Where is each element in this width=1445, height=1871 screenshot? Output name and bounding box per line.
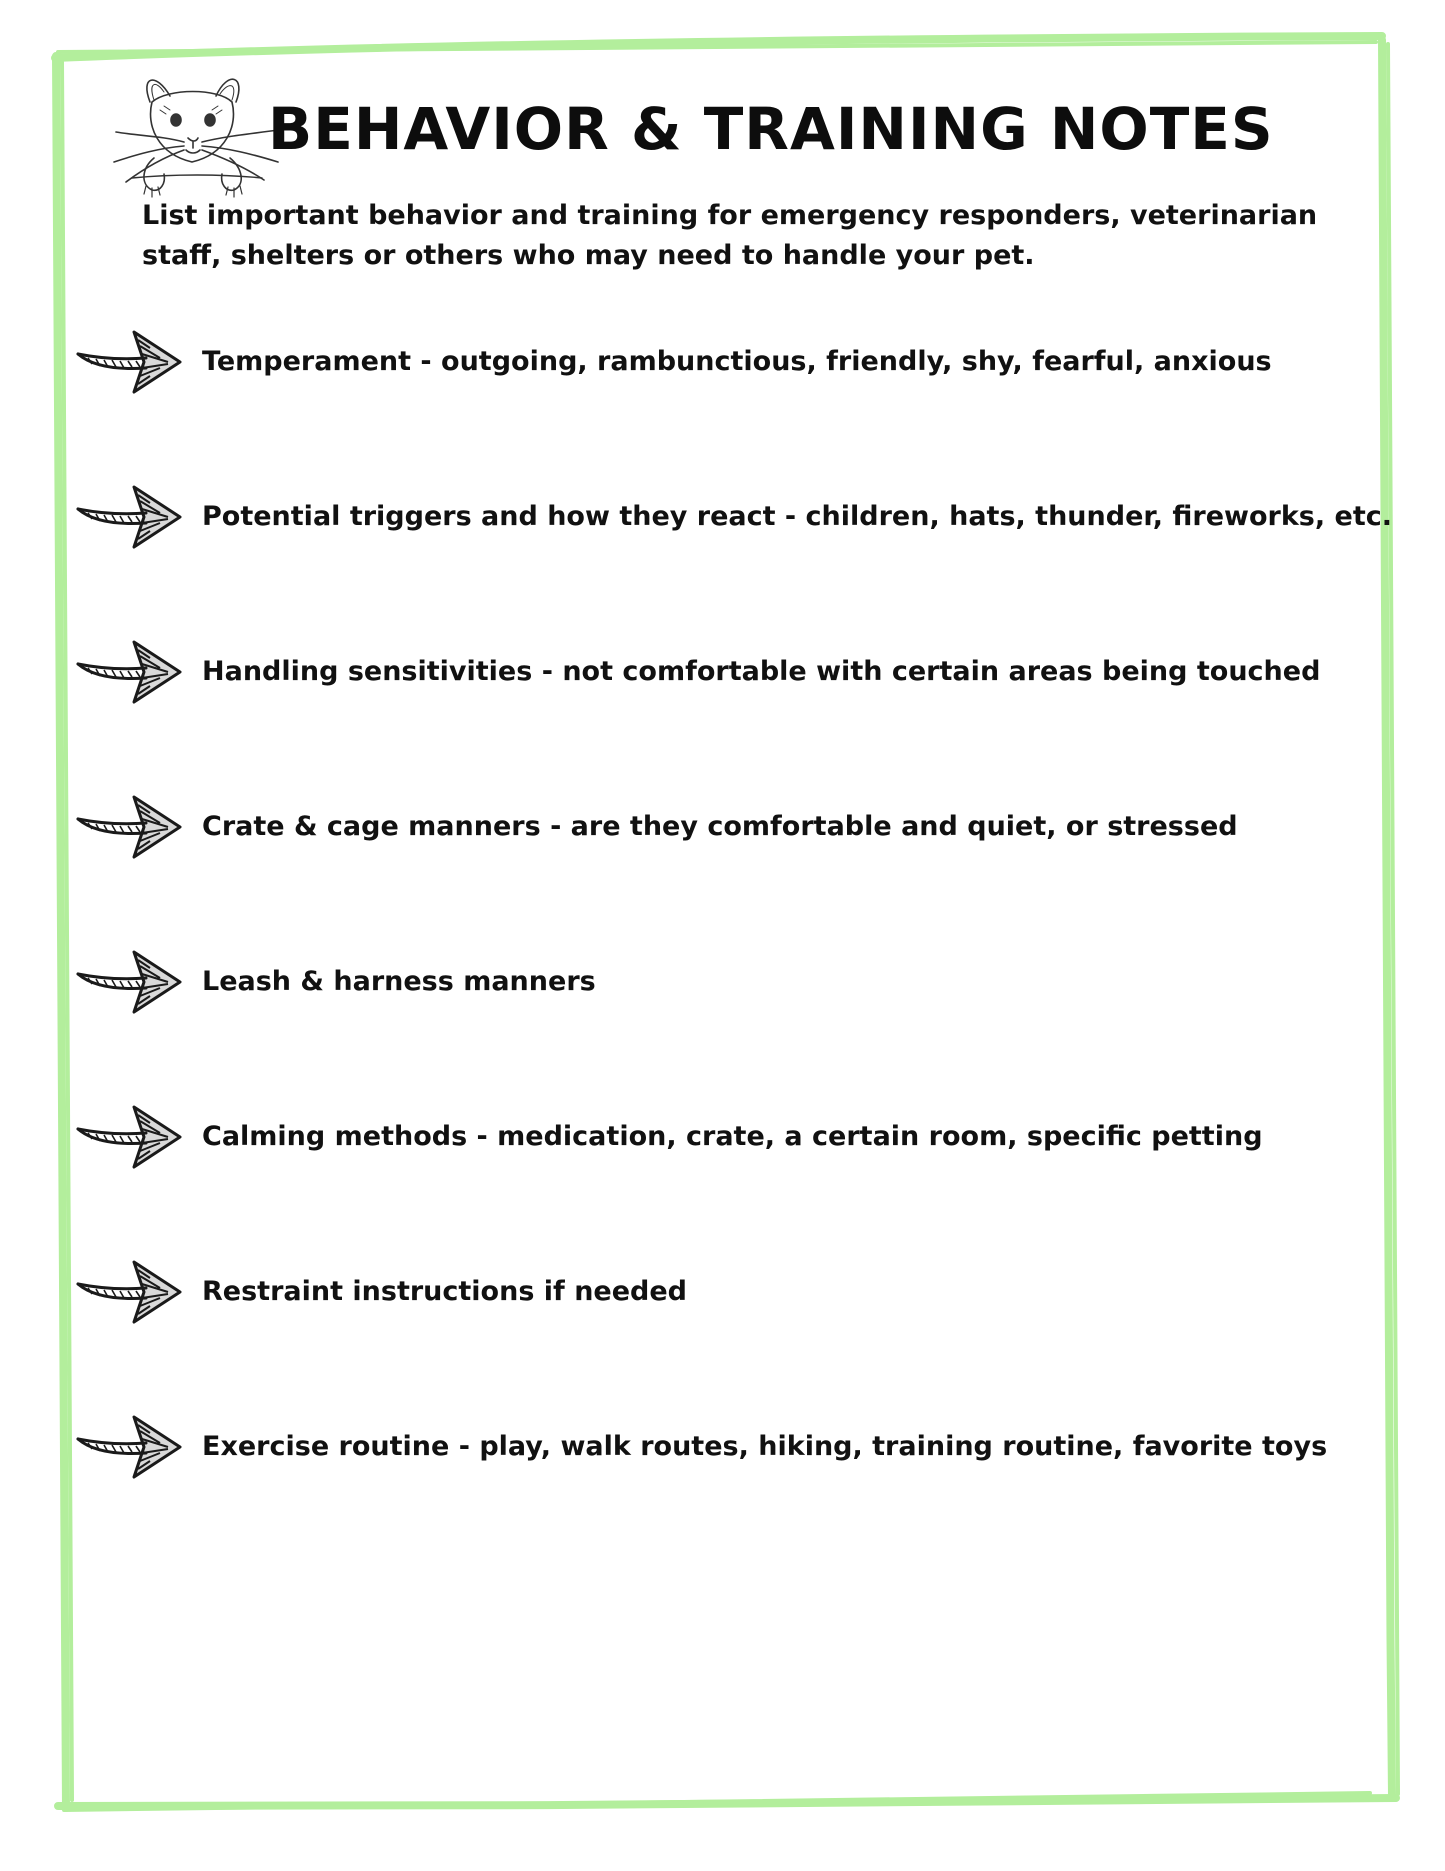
arrow-icon	[76, 483, 186, 551]
intro-text: List important behavior and training for emergency responders, veterinarian staff, shelters or others who may need to handle your pet.	[142, 200, 1318, 271]
prompt-label-triggers: Potential triggers and how they react - children, hats, thunder, fireworks, etc.	[202, 501, 1393, 532]
list-item	[76, 789, 1376, 865]
arrow-icon	[76, 638, 186, 706]
prompt-label-restraint: Restraint instructions if needed	[202, 1276, 688, 1307]
prompt-label-temperament: Temperament - outgoing, rambunctious, friendly, shy, fearful, anxious	[202, 346, 1272, 377]
prompt-label-handling: Handling sensitivities - not comfortable with certain areas being touched	[202, 656, 1321, 687]
page-title: BEHAVIOR & TRAINING NOTES	[268, 95, 1274, 163]
list-item	[76, 324, 1376, 400]
list-item	[76, 634, 1376, 710]
list-item	[76, 944, 1376, 1020]
prompt-label-crate: Crate & cage manners - are they comfortable and quiet, or stressed	[202, 811, 1238, 842]
list-item	[76, 1099, 1376, 1175]
list-item	[76, 479, 1393, 555]
prompt-label-calming: Calming methods - medication, crate, a certain room, specific petting	[202, 1121, 1263, 1152]
arrow-icon	[76, 1413, 186, 1481]
prompt-label-exercise: Exercise routine - play, walk routes, hiking, training routine, favorite toys	[202, 1431, 1328, 1462]
list-item	[76, 1254, 1376, 1330]
arrow-icon	[76, 1103, 186, 1171]
arrow-icon	[76, 1258, 186, 1326]
arrow-icon	[76, 793, 186, 861]
arrow-icon	[76, 948, 186, 1016]
prompt-label-leash: Leash & harness manners	[202, 966, 596, 997]
arrow-icon	[76, 328, 186, 396]
list-item	[76, 1409, 1376, 1485]
